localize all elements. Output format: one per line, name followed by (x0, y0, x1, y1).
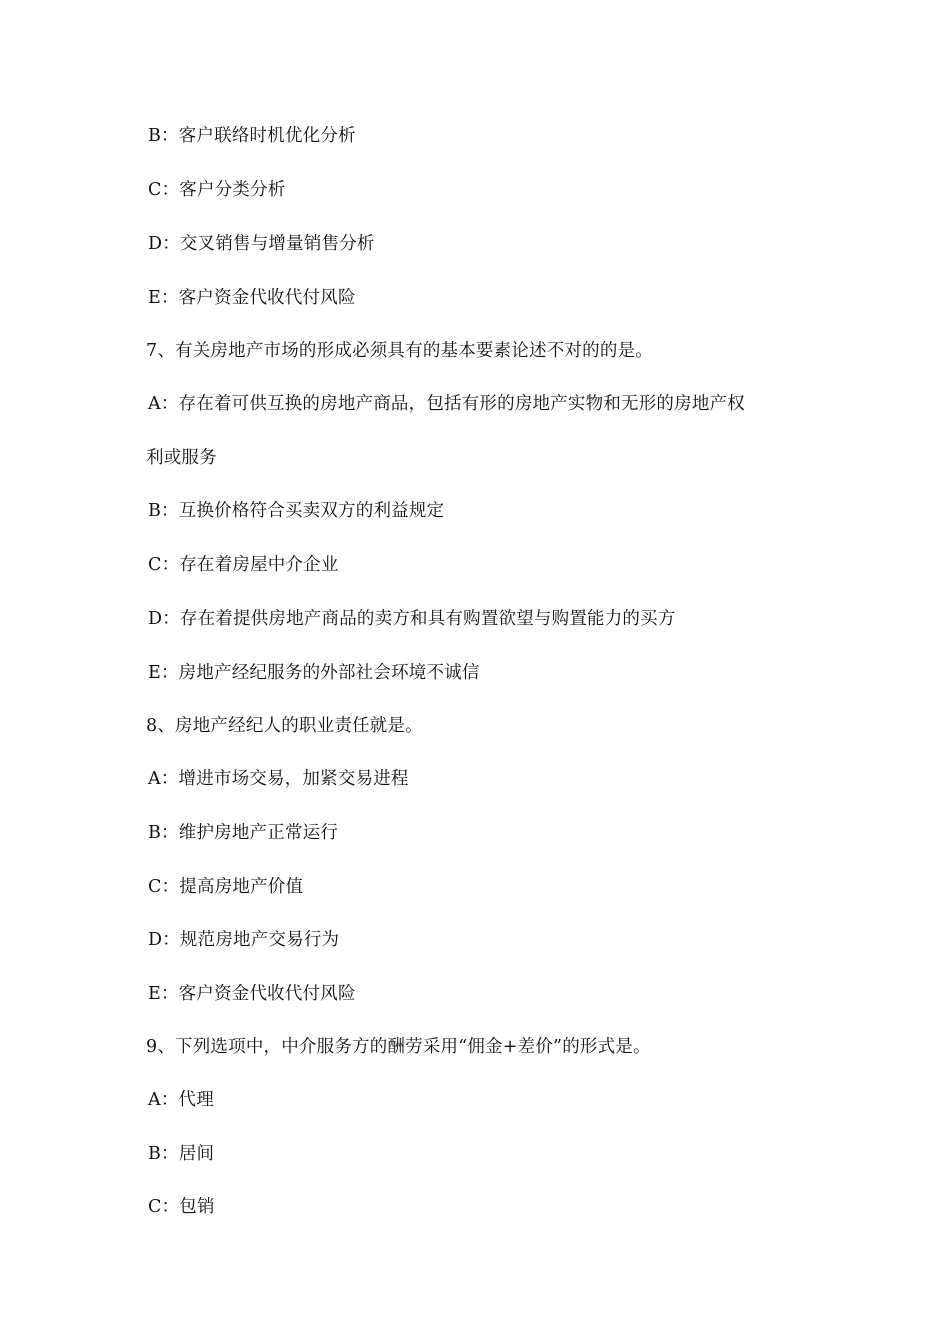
option-a-q7-continuation: 利或服务 (146, 448, 217, 468)
option-b-q9: B：居间 (148, 1144, 215, 1164)
option-a-q7: A：存在着可供互换的房地产商品，包括有形的房地产实物和无形的房地产权 (148, 394, 745, 414)
option-c-q6: C：客户分类分析 (148, 180, 286, 200)
option-b-q6: B：客户联络时机优化分析 (148, 126, 356, 146)
option-c-q8: C：提高房地产价值 (148, 877, 304, 897)
question-7: 7、有关房地产市场的形成必须具有的基本要素论述不对的的是。 (146, 341, 653, 361)
option-a-q8: A：增进市场交易，加紧交易进程 (148, 769, 409, 789)
option-b-q8: B：维护房地产正常运行 (148, 823, 339, 843)
option-e-q8: E：客户资金代收代付风险 (148, 984, 356, 1004)
question-9: 9、下列选项中，中介服务方的酬劳采用“佣金+差价”的形式是。 (146, 1037, 651, 1057)
option-e-q7: E：房地产经纪服务的外部社会环境不诚信 (148, 663, 480, 683)
option-b-q7: B：互换价格符合买卖双方的利益规定 (148, 501, 445, 521)
question-8: 8、房地产经纪人的职业责任就是。 (146, 716, 423, 736)
option-d-q6: D：交叉销售与增量销售分析 (148, 234, 375, 254)
option-d-q7: D：存在着提供房地产商品的卖方和具有购置欲望与购置能力的买方 (148, 609, 676, 629)
option-c-q9: C：包销 (148, 1197, 215, 1217)
option-e-q6: E：客户资金代收代付风险 (148, 288, 356, 308)
option-c-q7: C：存在着房屋中介企业 (148, 555, 339, 575)
option-d-q8: D：规范房地产交易行为 (148, 930, 340, 950)
option-a-q9: A：代理 (148, 1090, 214, 1110)
